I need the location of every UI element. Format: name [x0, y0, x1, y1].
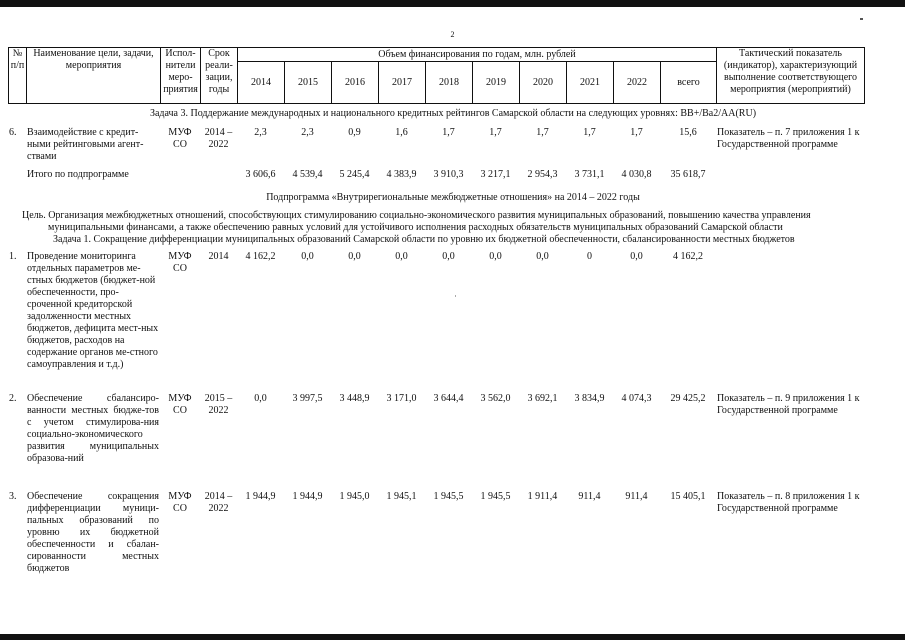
- row-value: 911,4: [578, 491, 601, 502]
- row-no: 1.: [9, 251, 17, 262]
- row-no: 2.: [9, 393, 17, 404]
- row-executor: МУФ СО: [168, 491, 192, 514]
- row-value: 4 162,2: [245, 251, 276, 262]
- goal-line: муниципальными финансами, а также обеспечению равных условий для устойчивого исполнения расходных обязательств муниципальных образований Самарской области: [48, 222, 783, 233]
- table-row: [8, 393, 864, 491]
- row-total: 4 162,2: [673, 251, 703, 262]
- row-value: 0,9: [348, 127, 361, 138]
- subtotal-label: Итого по подпрограмме: [27, 169, 129, 180]
- row-value: 4 074,3: [621, 393, 652, 404]
- row-total: 15,6: [679, 127, 697, 138]
- row-indicator: Показатель – п. 7 приложения 1 к Государственной программе: [717, 127, 860, 150]
- row-value: 3 171,0: [386, 393, 417, 404]
- header-no: № п/п: [9, 48, 27, 104]
- scan-speck: [860, 18, 863, 20]
- subtotal-total: 35 618,7: [670, 169, 706, 180]
- table-row: [8, 491, 864, 581]
- row-value: 1,6: [395, 127, 408, 138]
- row-value: 3 448,9: [339, 393, 370, 404]
- row-value: 1 945,5: [433, 491, 464, 502]
- subtotal-row: [8, 169, 864, 187]
- header-year: 2021: [567, 62, 614, 104]
- header-year: 2018: [426, 62, 473, 104]
- row-executor: МУФ СО: [168, 127, 192, 150]
- row-value: 0: [587, 251, 592, 262]
- row-value: 0,0: [254, 393, 267, 404]
- header-year: 2019: [473, 62, 520, 104]
- row-value: 0,0: [348, 251, 361, 262]
- bottom-scan-border: [0, 634, 905, 640]
- page-number: 2: [450, 30, 455, 39]
- task1-table: [8, 251, 864, 581]
- table-row: [8, 251, 864, 393]
- header-total: всего: [661, 62, 717, 104]
- header-name: Наименование цели, задачи, мероприятия: [27, 48, 161, 104]
- header-year: 2020: [520, 62, 567, 104]
- row-value: 0,0: [395, 251, 408, 262]
- row-value: 911,4: [625, 491, 648, 502]
- row-value: 0,0: [489, 251, 502, 262]
- row-total: 29 425,2: [670, 393, 706, 404]
- row-value: 1,7: [630, 127, 643, 138]
- header-year: 2017: [379, 62, 426, 104]
- row-value: 3 834,9: [574, 393, 605, 404]
- row-term: 2014: [208, 251, 229, 262]
- row-name: Взаимодействие с кредит-ными рейтинговыми агент-ствами: [27, 127, 144, 162]
- row-value: 0,0: [630, 251, 643, 262]
- header-year: 2014: [238, 62, 285, 104]
- subtotal-value: 4 030,8: [621, 169, 652, 180]
- header-year: 2015: [285, 62, 332, 104]
- row-value: 0,0: [536, 251, 549, 262]
- task3-title: Задача 3. Поддержание международных и национального кредитных рейтингов Самарской области на следующих уровнях: BB+/Ba2/AA(RU): [149, 108, 757, 119]
- row-value: 3 692,1: [527, 393, 558, 404]
- row-value: 2,3: [254, 127, 267, 138]
- row-value: 3 997,5: [292, 393, 323, 404]
- subtotal-value: 3 217,1: [480, 169, 511, 180]
- subprogram-title: Подпрограмма «Внутрирегиональные межбюджетные отношения» на 2014 – 2022 годы: [266, 192, 640, 203]
- task1-title: Задача 1. Сокращение дифференциации муниципальных образований Самарской области по уровню их бюджетной обеспеченности, сбалансированности местных бюджетов: [53, 234, 795, 245]
- row-term: 2014 – 2022: [204, 491, 233, 514]
- row-no: 6.: [9, 127, 17, 138]
- subtotal-value: 3 910,3: [433, 169, 464, 180]
- subtotal-value: 3 731,1: [574, 169, 605, 180]
- row-value: 1 911,4: [527, 491, 558, 502]
- row-value: 0,0: [442, 251, 455, 262]
- row-executor: МУФ СО: [168, 251, 192, 274]
- row-total: 15 405,1: [670, 491, 706, 502]
- row-value: 0,0: [301, 251, 314, 262]
- table-header: [8, 47, 865, 104]
- row-indicator: Показатель – п. 8 приложения 1 к Государственной программе: [717, 491, 860, 514]
- subtotal-value: 3 606,6: [245, 169, 276, 180]
- row-value: 1,7: [442, 127, 455, 138]
- row-no: 3.: [9, 491, 17, 502]
- row-value: 1 945,5: [480, 491, 511, 502]
- subtotal-value: 2 954,3: [527, 169, 558, 180]
- goal-line: Цель. Организация межбюджетных отношений, способствующих стимулированию социально-экономического развития муниципальных образований, повышению качества управления: [22, 210, 811, 221]
- row-value: 1,7: [536, 127, 549, 138]
- row-executor: МУФ СО: [168, 393, 192, 416]
- row-name: Проведение мониторинга отдельных параметров ме-стных бюджетов (бюджет-ной обеспеченности, про-сроченной кредиторской задолженности местных бюджетов, дефицита мест-ных бюджетов, расходов на содержание органов ме-стного самоуправления и т.д.): [27, 251, 159, 370]
- top-scan-border: [0, 0, 905, 7]
- subtotal-value: 4 539,4: [292, 169, 323, 180]
- row-value: 3 562,0: [480, 393, 511, 404]
- row-term: 2014 – 2022: [204, 127, 233, 150]
- row-name: Обеспечение сбалансиро-ванности местных бюдже-тов с учетом стимулирова-ния социально-экономического развития муниципальных образова-ний: [27, 393, 159, 464]
- row-value: 1,7: [583, 127, 596, 138]
- header-executor: Испол-нители меро-приятия: [161, 48, 201, 104]
- row-value: 1 944,9: [292, 491, 323, 502]
- row-value: 2,3: [301, 127, 314, 138]
- row-value: 1 945,0: [339, 491, 370, 502]
- subtotal-value: 5 245,4: [339, 169, 370, 180]
- header-term: Срок реали-зации, годы: [201, 48, 238, 104]
- header-indicator: Тактический показатель (индикатор), характеризующий выполнение соответствующего мероприятия (мероприятий): [717, 48, 865, 104]
- header-funding: Объем финансирования по годам, млн. рублей: [238, 48, 717, 62]
- row-term: 2015 – 2022: [204, 393, 233, 416]
- header-year: 2016: [332, 62, 379, 104]
- row-indicator: Показатель – п. 9 приложения 1 к Государственной программе: [717, 393, 860, 416]
- task3-table: [8, 127, 864, 187]
- row-value: 1 945,1: [386, 491, 417, 502]
- table-row: [8, 127, 864, 169]
- subtotal-value: 4 383,9: [386, 169, 417, 180]
- row-value: 1 944,9: [245, 491, 276, 502]
- header-year: 2022: [614, 62, 661, 104]
- row-value: 1,7: [489, 127, 502, 138]
- row-name: Обеспечение сокращения дифференциации муници-пальных образований по уровню их бюджетной обеспеченности и сбалан-сированности местных бюджетов: [27, 491, 159, 574]
- row-indicator: [716, 251, 864, 393]
- row-value: 3 644,4: [433, 393, 464, 404]
